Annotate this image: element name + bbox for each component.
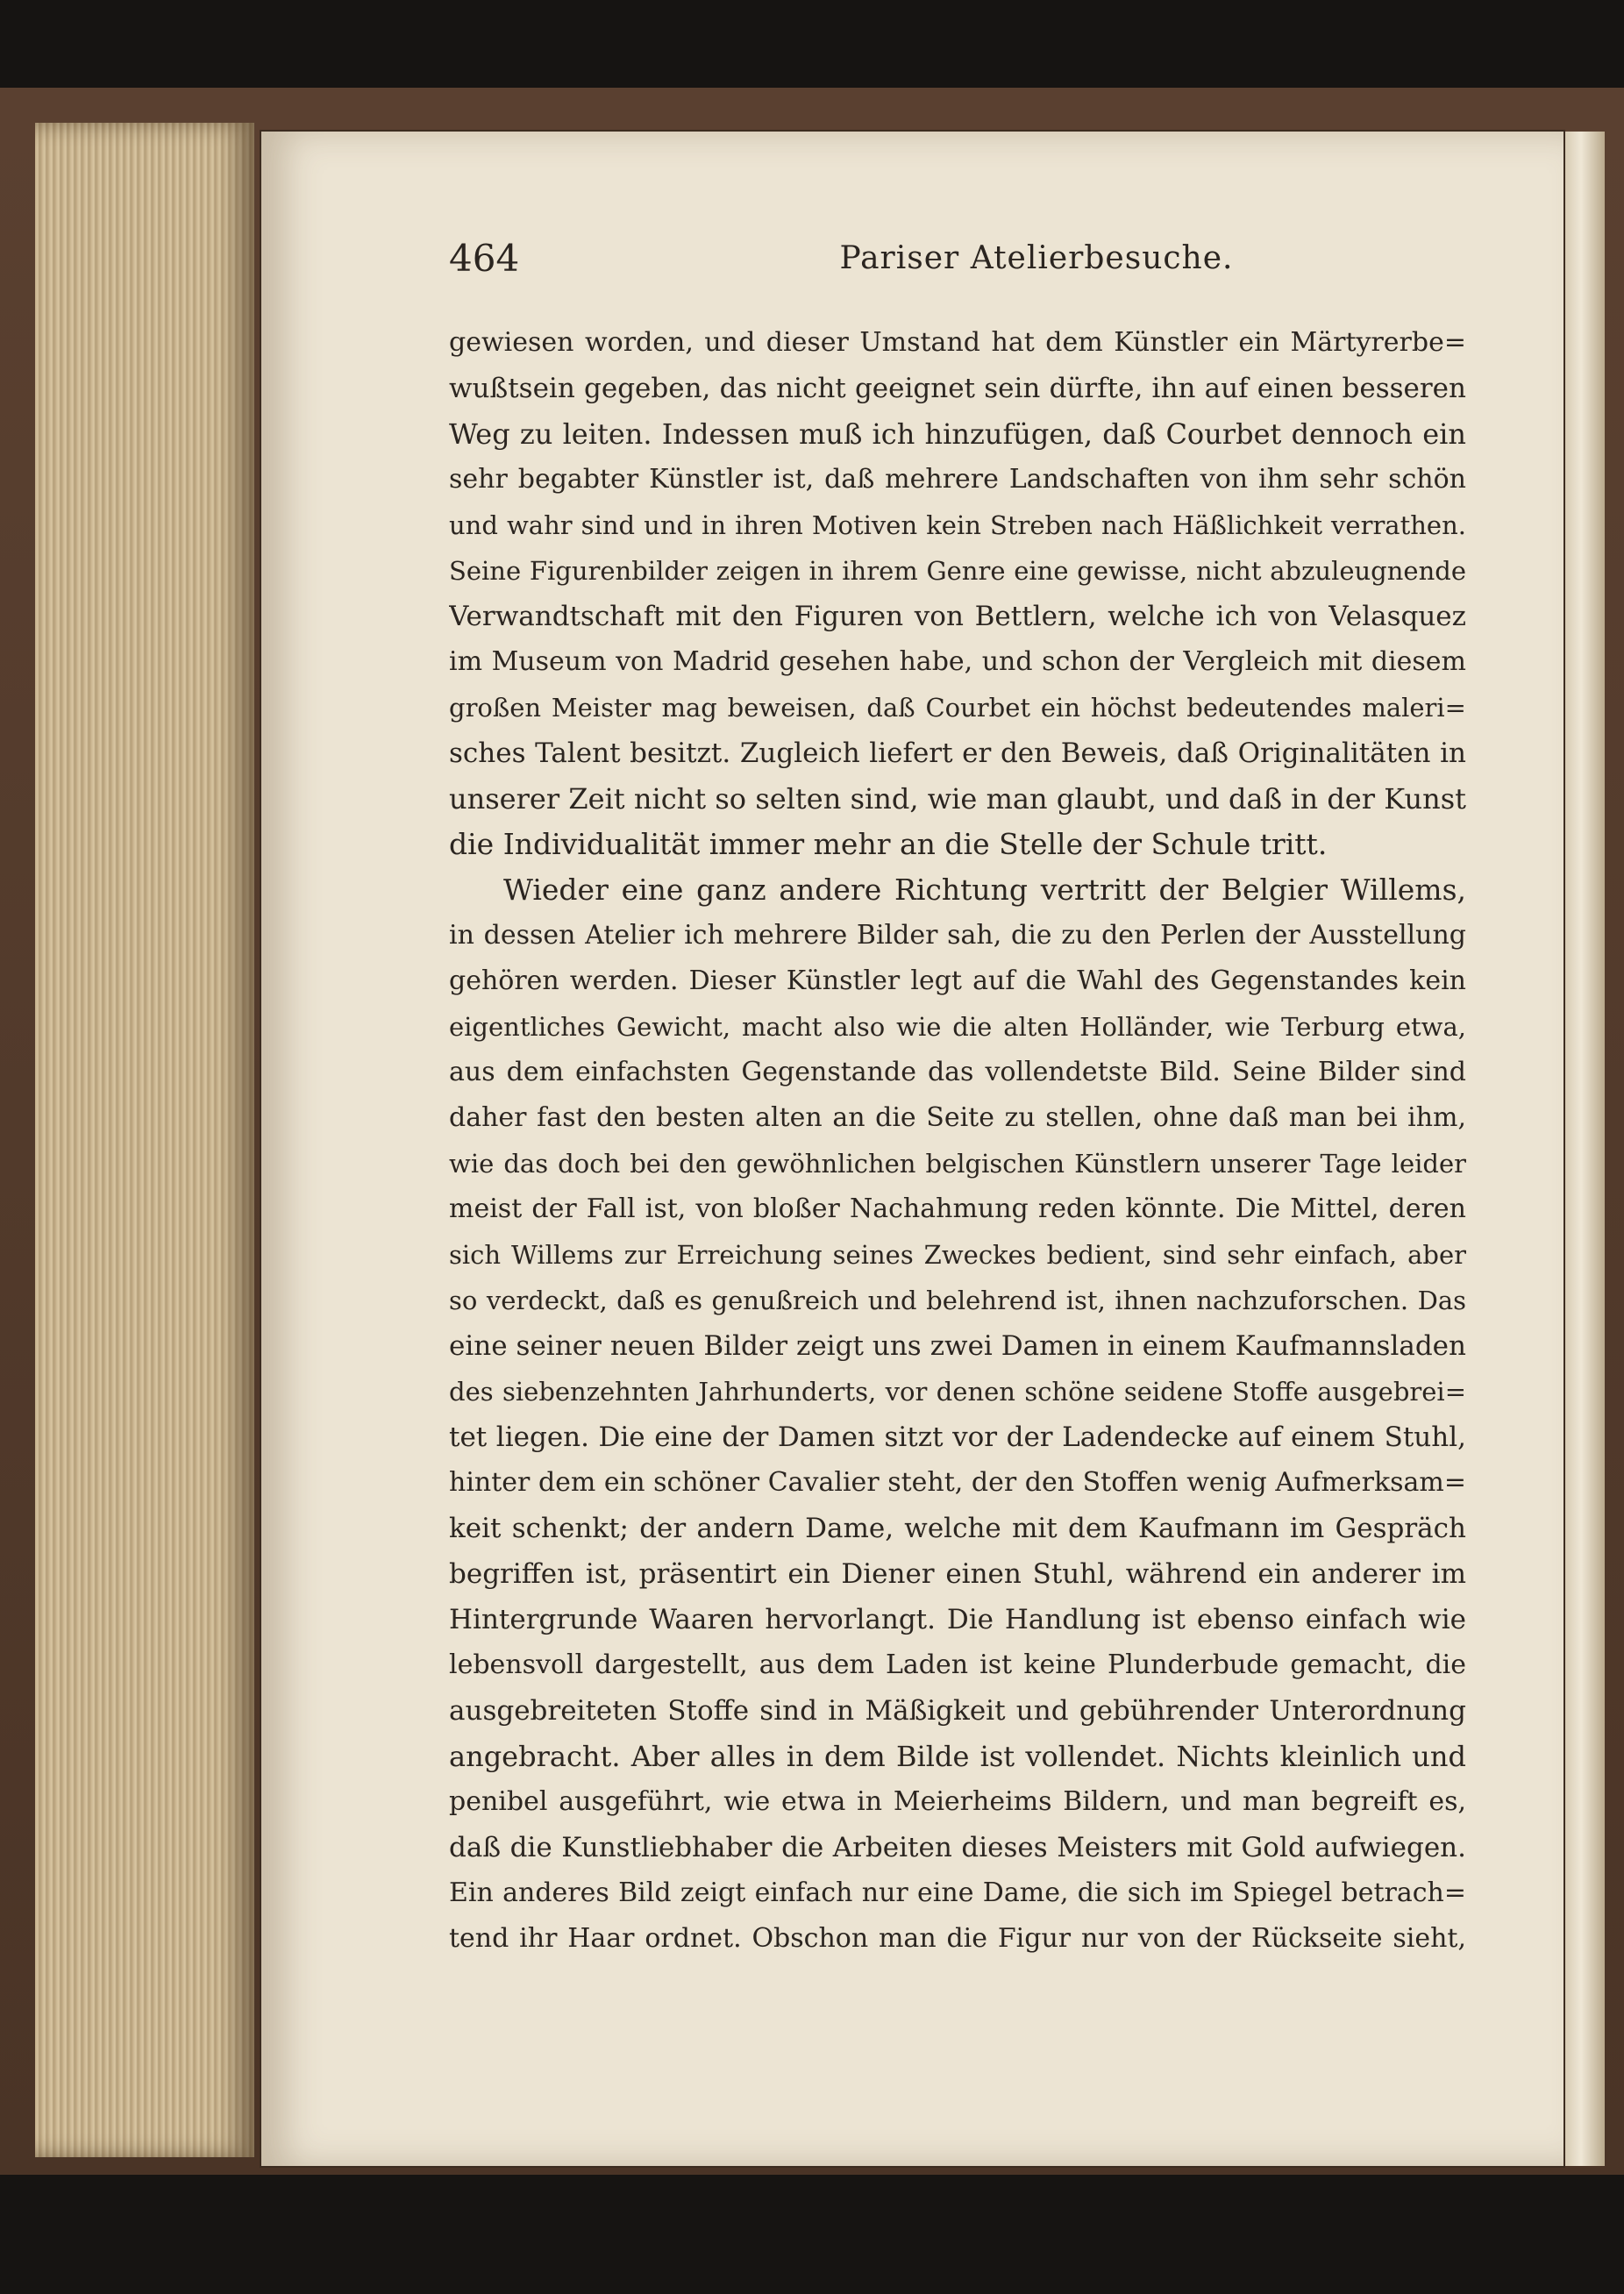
page-number: 464 xyxy=(449,237,520,280)
facing-page-edge xyxy=(1565,132,1605,2166)
text-line: lebensvoll dargestellt, aus dem Laden ist keine Plunderbude gemacht, die xyxy=(449,1649,1466,1680)
text-line: penibel ausgeführt, wie etwa in Meierheims Bildern, und man begreift es, xyxy=(449,1786,1466,1817)
text-line: Hintergrunde Waaren hervorlangt. Die Handlung ist ebenso einfach wie xyxy=(449,1604,1466,1635)
text-line: meist der Fall ist, von bloßer Nachahmung reden könnte. Die Mittel, deren xyxy=(449,1193,1466,1224)
text-line: angebracht. Aber alles in dem Bilde ist vollendet. Nichts kleinlich und xyxy=(449,1740,1466,1773)
text-line: Wieder eine ganz andere Richtung vertritt der Belgier Willems, xyxy=(503,873,1466,907)
text-line: sches Talent besitzt. Zugleich liefert er den Beweis, daß Originalitäten in xyxy=(449,737,1466,769)
text-line: hinter dem ein schöner Cavalier steht, der den Stoffen wenig Aufmerksam= xyxy=(449,1467,1466,1498)
text-line: im Museum von Madrid gesehen habe, und schon der Vergleich mit diesem xyxy=(449,646,1466,677)
text-line: daher fast den besten alten an die Seite zu stellen, ohne daß man bei ihm, xyxy=(449,1102,1466,1133)
text-line: und wahr sind und in ihren Motiven kein Streben nach Häßlichkeit verrathen. xyxy=(449,510,1466,540)
text-line: eigentliches Gewicht, macht also wie die alten Holländer, wie Terburg etwa, xyxy=(449,1012,1466,1042)
text-line: Seine Figurenbilder zeigen in ihrem Genre eine gewisse, nicht abzuleugnende xyxy=(449,556,1466,586)
text-line: so verdeckt, daß es genußreich und belehrend ist, ihnen nachzuforschen. Das xyxy=(449,1286,1466,1315)
page-stack-edge xyxy=(35,123,254,2157)
text-line: großen Meister mag beweisen, daß Courbet ein höchst bedeutendes maleri= xyxy=(449,693,1466,723)
text-line: begriffen ist, präsentirt ein Diener einen Stuhl, während ein anderer im xyxy=(449,1558,1466,1590)
text-line: gehören werden. Dieser Künstler legt auf die Wahl des Gegenstandes kein xyxy=(449,965,1466,996)
text-line: in dessen Atelier ich mehrere Bilder sah, die zu den Perlen der Ausstellung xyxy=(449,920,1466,951)
page-header xyxy=(449,237,1466,289)
text-line: sich Willems zur Erreichung seines Zweckes bedient, sind sehr einfach, aber xyxy=(449,1240,1466,1270)
text-line: wußtsein gegeben, das nicht geeignet sein dürfte, ihn auf einen besseren xyxy=(449,373,1466,404)
text-line: gewiesen worden, und dieser Umstand hat dem Künstler ein Märtyrerbe= xyxy=(449,327,1466,358)
text-line: des siebenzehnten Jahrhunderts, vor denen schöne seidene Stoffe ausgebrei= xyxy=(449,1377,1466,1407)
text-line: Verwandtschaft mit den Figuren von Bettlern, welche ich von Velasquez xyxy=(449,601,1466,632)
text-line: Ein anderes Bild zeigt einfach nur eine Dame, die sich im Spiegel betrach= xyxy=(449,1877,1466,1908)
text-line: unserer Zeit nicht so selten sind, wie man glaubt, und daß in der Kunst xyxy=(449,782,1466,816)
text-line: tend ihr Haar ordnet. Obschon man die Figur nur von der Rückseite sieht, xyxy=(449,1923,1466,1954)
text-line: keit schenkt; der andern Dame, welche mit dem Kaufmann im Gespräch xyxy=(449,1513,1466,1544)
text-line: sehr begabter Künstler ist, daß mehrere Landschaften von ihm sehr schön xyxy=(449,464,1466,495)
body-text xyxy=(449,320,1466,1962)
text-line: daß die Kunstliebhaber die Arbeiten dieses Meisters mit Gold aufwiegen. xyxy=(449,1832,1466,1863)
running-title: Pariser Atelierbesuche. xyxy=(839,240,1234,276)
text-line: eine seiner neuen Bilder zeigt uns zwei Damen in einem Kaufmannsladen xyxy=(449,1330,1466,1362)
text-line: Weg zu leiten. Indessen muß ich hinzufügen, daß Courbet dennoch ein xyxy=(449,417,1466,451)
text-line: ausgebreiteten Stoffe sind in Mäßigkeit und gebührender Unterordnung xyxy=(449,1695,1466,1727)
text-line: aus dem einfachsten Gegenstande das vollendetste Bild. Seine Bilder sind xyxy=(449,1057,1466,1087)
text-line: wie das doch bei den gewöhnlichen belgischen Künstlern unserer Tage leider xyxy=(449,1149,1466,1179)
text-line: tet liegen. Die eine der Damen sitzt vor der Ladendecke auf einem Stuhl, xyxy=(449,1421,1466,1453)
text-line: die Individualität immer mehr an die Stelle der Schule tritt. xyxy=(449,827,1328,861)
